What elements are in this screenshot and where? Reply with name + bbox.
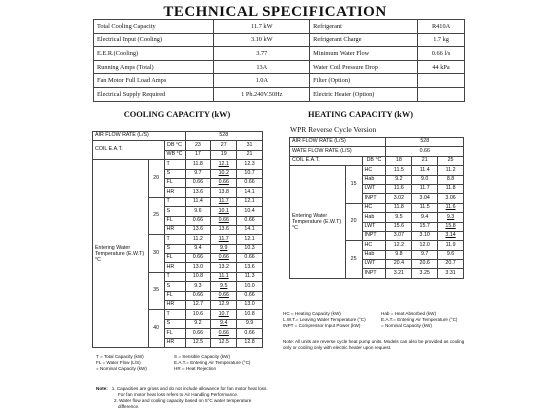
row-key: LWT (362, 222, 386, 231)
row-key: HR (164, 225, 185, 234)
table-cell: 9.0 (412, 175, 438, 184)
table-cell: 11.6 (438, 203, 464, 212)
table-cell: 12.1 (237, 235, 263, 244)
air-flow-value: 528 (185, 132, 262, 141)
legend-item: S = Sensible Capacity (kW) (174, 354, 231, 359)
row-key: HC (362, 166, 386, 175)
legend-item: E.A.T.= Entering Air Temperature (°C) (381, 317, 458, 322)
spec-label: Refrigerant Charge (310, 33, 418, 47)
table-cell: 0.66 (185, 254, 211, 263)
row-key: FL (164, 178, 185, 187)
table-row (290, 166, 464, 175)
table-cell: 13.0 (237, 301, 263, 310)
spec-value (418, 87, 465, 101)
table-cell: 0.66 (237, 254, 263, 263)
spec-label: Running Amps (Total) (94, 60, 214, 74)
table-cell: 12.2 (386, 241, 412, 250)
table-cell: 10.4 (237, 207, 263, 216)
table-cell: 9.9 (211, 244, 237, 253)
row-key: S (164, 169, 185, 178)
spec-value: 1 Ph.240V.50Hz (214, 87, 310, 101)
table-cell: 0.66 (237, 329, 263, 338)
notes-label: Note: (96, 386, 108, 391)
row-key: HR (164, 263, 185, 272)
table-cell: 0.66 (185, 178, 211, 187)
spec-table (93, 19, 465, 102)
table-cell: 0.66 (185, 216, 211, 225)
row-key: S (164, 319, 185, 328)
table-cell: 11.1 (211, 272, 237, 281)
db-label: DB °C (362, 156, 386, 165)
table-cell: 0.66 (211, 254, 237, 263)
ewt-label: Entering Water Temperature (E.W.T) °C (290, 166, 346, 279)
row-key: FL (164, 329, 185, 338)
table-cell: 9.7 (185, 169, 211, 178)
spec-row (94, 60, 465, 74)
water-flow-label: WATE FLOW RATE (L/S) (290, 147, 386, 156)
spec-value: 0.66 l/s (418, 47, 465, 61)
spec-label: Total Cooling Capacity (94, 20, 214, 34)
table-cell: 10.6 (185, 310, 211, 319)
table-cell: 11.8 (438, 184, 464, 193)
table-cell: 11.9 (438, 241, 464, 250)
table-cell: 9.2 (185, 319, 211, 328)
table-cell: 9.6 (438, 250, 464, 259)
coil-eat-label: COIL E.A.T. (290, 156, 363, 165)
row-key: FL (164, 291, 185, 300)
row-key: Hab (362, 175, 386, 184)
table-cell: 9.5 (211, 282, 237, 291)
table-cell: 9.7 (412, 250, 438, 259)
legend-item: FL = Water Flow (L/S) (96, 360, 141, 365)
notes-line: For fan motor heat loss refers to Air Handling Performance. (118, 392, 239, 397)
table-cell: 11.5 (412, 203, 438, 212)
db-row (93, 141, 263, 150)
spec-row (94, 74, 465, 88)
table-cell: 9.4 (185, 244, 211, 253)
table-cell: 0.66 (237, 291, 263, 300)
ewt-value: 40 (148, 310, 164, 348)
table-cell: 11.4 (412, 166, 438, 175)
ewt-value: 15 (345, 166, 362, 204)
heating-title: HEATING CAPACITY (kW) (308, 110, 413, 119)
table-cell: 9.3 (438, 213, 464, 222)
spec-value: 1.7 kg (418, 33, 465, 47)
spec-value: 3.10 kW (214, 33, 310, 47)
table-cell: 3.02 (386, 194, 412, 203)
spec-value: 3.77 (214, 47, 310, 61)
table-cell: 3.10 (412, 231, 438, 240)
table-cell: 12.3 (237, 160, 263, 169)
coil-eat-label: COIL E.A.T. (93, 141, 165, 160)
legend-item: = Nominal Capacity (kW) (381, 323, 432, 328)
table-cell: 9.6 (185, 207, 211, 216)
table-cell: 0.66 (211, 329, 237, 338)
table-cell: 15.7 (412, 222, 438, 231)
table-cell: 12.7 (185, 301, 211, 310)
table-cell: 10.8 (185, 272, 211, 281)
table-cell: 12.9 (211, 301, 237, 310)
table-cell: 11.8 (185, 160, 211, 169)
cooling-table (92, 131, 263, 348)
table-cell: 12.5 (211, 338, 237, 347)
table-cell: 13.2 (211, 263, 237, 272)
spec-value (418, 74, 465, 88)
row-key: S (164, 207, 185, 216)
row-key: Hab (362, 250, 386, 259)
table-cell: 13.6 (185, 225, 211, 234)
db-value: 21 (412, 156, 438, 165)
table-cell: 0.66 (211, 291, 237, 300)
table-cell: 11.3 (237, 272, 263, 281)
spec-label: E.E.R.(Cooling) (94, 47, 214, 61)
legend-item: HC = Heating Capacity (kW) (283, 311, 341, 316)
row-key: HC (362, 241, 386, 250)
table-cell: 0.66 (211, 178, 237, 187)
table-cell: 20.4 (386, 260, 412, 269)
row-key: FL (164, 254, 185, 263)
row-key: T (164, 310, 185, 319)
table-row (93, 160, 263, 169)
table-cell: 13.8 (211, 188, 237, 197)
cooling-legend (96, 354, 266, 372)
legend-item: HR = Heat Rejection (174, 366, 217, 371)
row-key: HR (164, 301, 185, 310)
heating-legend (283, 311, 463, 329)
cooling-notes (96, 386, 286, 410)
ewt-value: 20 (345, 203, 362, 241)
row-key: S (164, 282, 185, 291)
spec-label: Filter (Option) (310, 74, 418, 88)
wb-value: 17 (185, 150, 211, 159)
table-cell: 3.21 (386, 269, 412, 278)
table-cell: 3.07 (386, 231, 412, 240)
table-cell: 13.6 (211, 225, 237, 234)
spec-value: 11.7 kW (214, 20, 310, 34)
row-key: HR (164, 188, 185, 197)
table-cell: 12.1 (211, 160, 237, 169)
air-flow-row (93, 132, 263, 141)
row-key: HC (362, 203, 386, 212)
cooling-title: COOLING CAPACITY (kW) (123, 110, 231, 119)
air-flow-value: 528 (386, 138, 464, 147)
spec-value: 44 kPa (418, 60, 465, 74)
heating-note: Note: All units are reverse cycle heat pump units. Models can also be provided as cooling only or cooling only with electric heater upon request. (283, 339, 465, 350)
water-flow-value: 0.66 (386, 147, 464, 156)
table-cell: 10.1 (211, 207, 237, 216)
table-cell: 15.8 (438, 222, 464, 231)
air-flow-label: AIR FLOW RATE (L/S) (290, 138, 386, 147)
table-cell: 9.5 (386, 213, 412, 222)
table-cell: 13.6 (185, 188, 211, 197)
ewt-value: 20 (148, 160, 164, 198)
row-key: LWT (362, 260, 386, 269)
table-cell: 14.1 (237, 225, 263, 234)
table-cell: 3.31 (438, 269, 464, 278)
row-key: T (164, 160, 185, 169)
spec-value: R410A (418, 20, 465, 34)
db-label: DB °C (164, 141, 185, 150)
wpr-title: WPR Reverse Cycle Version (290, 125, 377, 134)
db-value: 23 (185, 141, 211, 150)
table-cell: 12.0 (412, 241, 438, 250)
table-cell: 11.2 (438, 166, 464, 175)
row-key: INPT (362, 194, 386, 203)
db-value: 18 (386, 156, 412, 165)
table-cell: 0.66 (185, 329, 211, 338)
table-cell: 11.7 (211, 197, 237, 206)
table-cell: 0.66 (211, 216, 237, 225)
wb-label: WB °C (164, 150, 185, 159)
table-cell: 10.8 (237, 310, 263, 319)
table-cell: 0.66 (185, 291, 211, 300)
row-key: T (164, 197, 185, 206)
table-cell: 9.2 (386, 175, 412, 184)
table-cell: 12.8 (237, 338, 263, 347)
row-key: Hab (362, 213, 386, 222)
ewt-label: Entering Water Temperature (E.W.T) °C (93, 160, 149, 348)
spec-label: Electrical Supply Required (94, 87, 214, 101)
table-cell: 13.6 (237, 263, 263, 272)
row-key: S (164, 244, 185, 253)
db-value: 27 (211, 141, 237, 150)
row-key: FL (164, 216, 185, 225)
table-cell: 9.9 (237, 319, 263, 328)
spec-label: Electric Heater (Option) (310, 87, 418, 101)
table-cell: 13.0 (185, 263, 211, 272)
row-key: INPT (362, 231, 386, 240)
spec-label: Water Coil Pressure Drop (310, 60, 418, 74)
air-flow-row (290, 138, 464, 147)
legend-item: E.A.T.= Entering Air Temperature (°C) (174, 360, 251, 365)
spec-label: Electrical Input (Cooling) (94, 33, 214, 47)
table-cell: 11.4 (185, 197, 211, 206)
row-key: INPT (362, 269, 386, 278)
legend-item: L.W.T.= Leaving Water Temperature (°C) (283, 317, 366, 322)
wb-value: 21 (237, 150, 263, 159)
ewt-value: 35 (148, 272, 164, 310)
legend-row (96, 366, 266, 372)
row-key: T (164, 235, 185, 244)
page-title: TECHNICAL SPECIFICATION (163, 4, 387, 20)
water-flow-row (290, 147, 464, 156)
table-cell: 10.3 (237, 244, 263, 253)
ewt-value: 30 (148, 235, 164, 273)
table-cell: 11.8 (386, 203, 412, 212)
db-value: 31 (237, 141, 263, 150)
spec-row (94, 47, 465, 61)
table-cell: 3.04 (412, 194, 438, 203)
table-cell: 10.0 (237, 282, 263, 291)
legend-item: T = Total Capacity (kW) (96, 354, 144, 359)
ewt-value: 25 (345, 241, 362, 279)
legend-item: INPT = Compressor Input Power (kW) (283, 323, 361, 328)
table-cell: 12.5 (185, 338, 211, 347)
spec-label: Fan Motor Full Load Amps (94, 74, 214, 88)
table-cell: 20.6 (412, 260, 438, 269)
table-cell: 20.7 (438, 260, 464, 269)
notes-line: 2. Water flow and cooling capacity based on 5°C water temperature (114, 398, 252, 403)
table-cell: 11.7 (211, 235, 237, 244)
table-cell: 15.6 (386, 222, 412, 231)
wb-value: 19 (211, 150, 237, 159)
table-cell: 11.6 (386, 184, 412, 193)
spec-row (94, 33, 465, 47)
heating-table (289, 137, 464, 279)
spec-row (94, 20, 465, 34)
legend-item: Hab = Heat Absorbed (kW) (381, 311, 437, 316)
ewt-value: 25 (148, 197, 164, 235)
table-cell: 3.25 (412, 269, 438, 278)
table-cell: 9.4 (412, 213, 438, 222)
table-cell: 3.06 (438, 194, 464, 203)
table-cell: 11.7 (412, 184, 438, 193)
table-cell: 11.5 (386, 166, 412, 175)
table-cell: 9.8 (386, 250, 412, 259)
db-value: 25 (438, 156, 464, 165)
table-cell: 10.7 (211, 310, 237, 319)
note-text: 1. Capacities are gross and do not include allowance for fan motor heat loss. (111, 386, 268, 391)
legend-item: = Nominal Capacity (kW) (96, 366, 147, 371)
table-cell: 10.2 (211, 169, 237, 178)
spec-row (94, 87, 465, 101)
spec-label: Refrigerant (310, 20, 418, 34)
table-cell: 3.14 (438, 231, 464, 240)
table-cell: 10.7 (237, 169, 263, 178)
row-key: T (164, 272, 185, 281)
table-cell: 9.3 (185, 282, 211, 291)
table-cell: 0.66 (237, 216, 263, 225)
table-cell: 12.1 (237, 197, 263, 206)
table-cell: 11.2 (185, 235, 211, 244)
notes-line: difference. (118, 404, 140, 409)
row-key: LWT (362, 184, 386, 193)
air-flow-label: AIR FLOW RATE (L/S) (93, 132, 186, 141)
spec-value: 1.0A (214, 74, 310, 88)
row-key: HR (164, 338, 185, 347)
spec-value: 13A (214, 60, 310, 74)
db-row (290, 156, 464, 165)
legend-row (283, 323, 463, 329)
table-cell: 14.1 (237, 188, 263, 197)
spec-label: Minimum Water Flow (310, 47, 418, 61)
table-cell: 8.8 (438, 175, 464, 184)
table-cell: 0.66 (237, 178, 263, 187)
table-cell: 9.4 (211, 319, 237, 328)
